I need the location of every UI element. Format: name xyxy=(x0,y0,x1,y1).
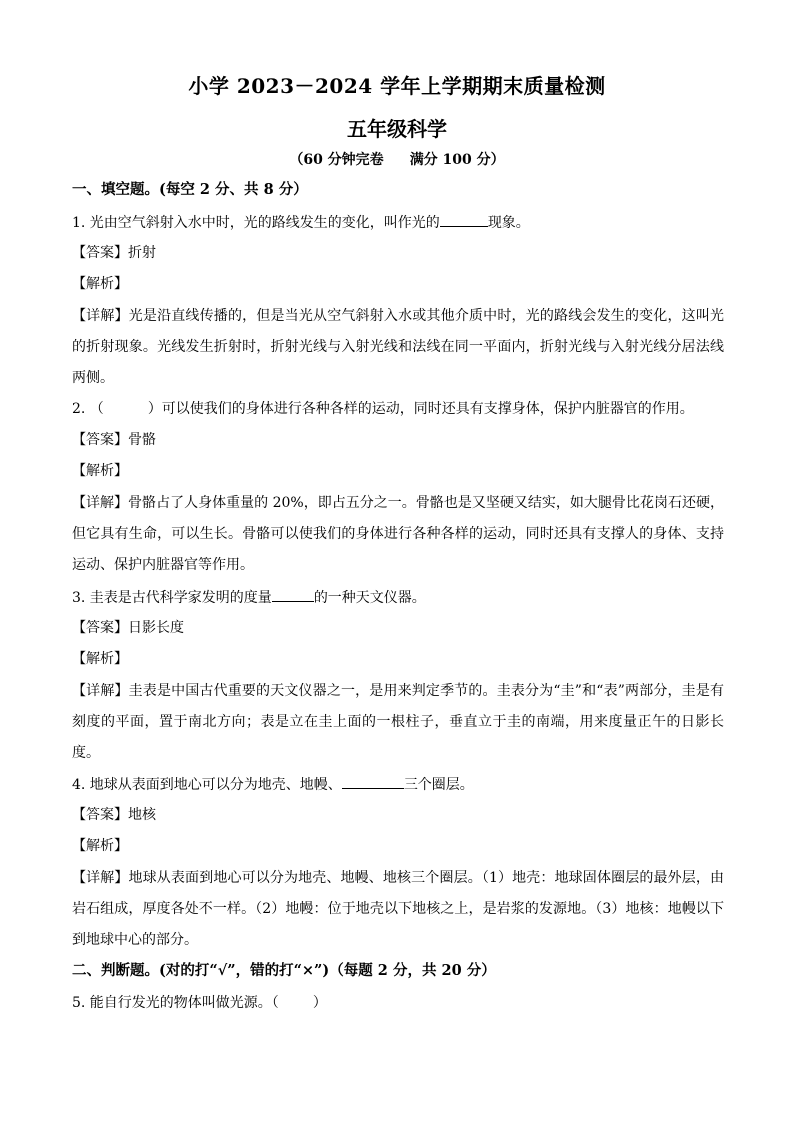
answer-blank xyxy=(272,587,314,602)
question-4-stem xyxy=(72,774,722,795)
question-3-stem xyxy=(72,587,722,608)
answer-tag: 【答案】 xyxy=(72,432,128,448)
question-2-analysis-tag: 【解析】 xyxy=(72,463,128,479)
question-1-stem xyxy=(72,212,722,233)
question-4-text: 4. 地球从表面到地心可以分为地壳、地幔、 xyxy=(72,777,342,793)
question-3-answer xyxy=(72,618,722,638)
answer-tag: 【答案】 xyxy=(72,245,128,261)
answer-tag: 【答案】 xyxy=(72,807,128,823)
question-2-text: 2. （ xyxy=(72,401,104,417)
question-2-stem xyxy=(72,399,722,419)
question-3-detail xyxy=(72,676,724,769)
answer-text: 地核 xyxy=(128,807,156,823)
detail-tag: 【详解】 xyxy=(72,308,129,324)
detail-text: 地球从表面到地心可以分为地壳、地幔、地核三个圈层。（1）地壳：地球固体圈层的最外层，由岩石组成，厚度各处不一样。（2）地幔：位于地壳以下地核之上，是岩浆的发源地。（3）地核：地幔以下到地球中心的部分。 xyxy=(72,870,724,948)
detail-tag: 【详解】 xyxy=(72,870,129,886)
question-4-analysis-tag: 【解析】 xyxy=(72,838,128,854)
answer-blank xyxy=(342,774,404,789)
answer-tag: 【答案】 xyxy=(72,620,128,636)
answer-text: 日影长度 xyxy=(128,620,184,636)
question-3-text-end: 的一种天文仪器。 xyxy=(313,590,426,606)
detail-tag: 【详解】 xyxy=(72,495,129,511)
answer-blank xyxy=(440,212,488,227)
question-4-detail xyxy=(72,863,724,956)
question-3-analysis-tag: 【解析】 xyxy=(72,651,128,667)
question-4-text-end: 三个圈层。 xyxy=(403,777,474,793)
question-2-text-end: ）可以使我们的身体进行各种各样的运动，同时还具有支撑身体，保护内脏器官的作用。 xyxy=(147,401,694,417)
grade-subject-title: 五年级科学 xyxy=(347,117,447,141)
question-1-text: 1. 光由空气斜射入水中时，光的路线发生的变化，叫作光的 xyxy=(72,215,440,231)
question-3-text: 3. 圭表是古代科学家发明的度量 xyxy=(72,590,272,606)
question-4-answer xyxy=(72,805,722,825)
question-1-text-end: 现象。 xyxy=(487,215,530,231)
section-heading-true-false: 二、判断题。(对的打“√”，错的打“×”)（每题 2 分，共 20 分） xyxy=(72,962,496,979)
detail-text: 圭表是中国古代重要的天文仪器之一，是用来判定季节的。圭表分为“圭”和“表”两部分，圭是有刻度的平面，置于南北方向；表是立在圭上面的一根柱子，垂直立于圭的南端，用来度量正午的日影长度。 xyxy=(72,683,725,761)
question-1-answer xyxy=(72,243,722,263)
question-5-text-end: ） xyxy=(312,995,327,1011)
answer-text: 折射 xyxy=(128,245,156,261)
question-5-text: 5. 能自行发光的物体叫做光源。（ xyxy=(72,995,279,1011)
question-2-answer xyxy=(72,430,722,450)
question-2-detail xyxy=(72,488,724,581)
detail-tag: 【详解】 xyxy=(72,683,129,699)
question-1-analysis-tag: 【解析】 xyxy=(72,276,128,292)
question-5-stem xyxy=(72,993,722,1013)
detail-text: 骨骼占了人身体重量的 20%，即占五分之一。骨骼也是又坚硬又结实，如大腿骨比花岗石还硬，但它具有生命，可以生长。骨骼可以使我们的身体进行各种各样的运动，同时还具有支撑人的身体、支持运动、保护内脏器官等作用。 xyxy=(72,495,724,573)
section-heading-fill-blank: 一、填空题。(每空 2 分、共 8 分） xyxy=(72,181,308,198)
exam-info xyxy=(0,149,794,169)
exam-title: 小学 2023－2024 学年上学期期末质量检测 xyxy=(188,74,606,98)
detail-text: 光是沿直线传播的，但是当光从空气斜射入水或其他介质中时，光的路线会发生的变化，这叫光的折射现象。光线发生折射时，折射光线与入射光线和法线在同一平面内，折射光线与入射光线分居法线两侧。 xyxy=(72,308,725,386)
question-1-detail xyxy=(72,301,724,394)
answer-text: 骨骼 xyxy=(128,432,156,448)
full-score: 满分 100 分） xyxy=(409,152,505,168)
exam-time: （60 分钟完卷 xyxy=(289,152,384,168)
